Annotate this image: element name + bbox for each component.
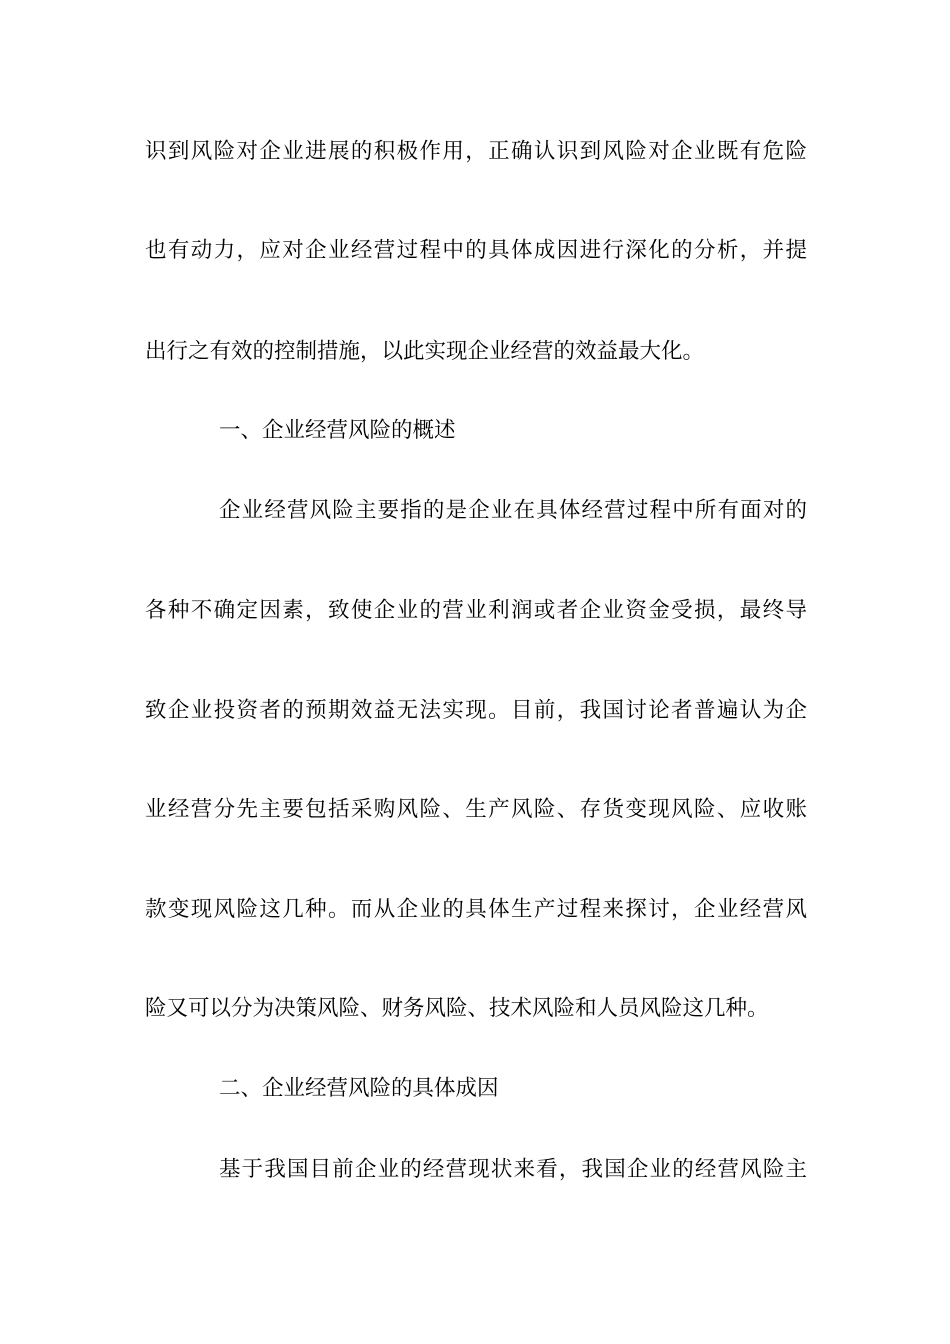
paragraph-line: 致企业投资者的预期效益无法实现。目前，我国讨论者普遍认为企 <box>145 698 807 723</box>
paragraph-line: 险又可以分为决策风险、财务风险、技术风险和人员风险这几种。 <box>145 996 769 1021</box>
paragraph-line: 也有动力，应对企业经营过程中的具体成因进行深化的分析，并提 <box>145 238 807 263</box>
paragraph-line: 各种不确定因素，致使企业的营业利润或者企业资金受损，最终导 <box>145 598 807 623</box>
section-heading-1: 一、企业经营风险的概述 <box>219 418 456 443</box>
paragraph-line: 业经营分先主要包括采购风险、生产风险、存货变现风险、应收账 <box>145 797 807 822</box>
paragraph-line: 出行之有效的控制措施，以此实现企业经营的效益最大化。 <box>145 339 705 364</box>
paragraph-line: 款变现风险这几种。而从企业的具体生产过程来探讨，企业经营风 <box>145 897 807 922</box>
paragraph-line: 企业经营风险主要指的是企业在具体经营过程中所有面对的 <box>219 498 807 523</box>
paragraph-line: 识到风险对企业进展的积极作用，正确认识到风险对企业既有危险 <box>145 139 807 164</box>
paragraph-line: 基于我国目前企业的经营现状来看，我国企业的经营风险主 <box>219 1157 807 1182</box>
section-heading-2: 二、企业经营风险的具体成因 <box>219 1076 499 1101</box>
